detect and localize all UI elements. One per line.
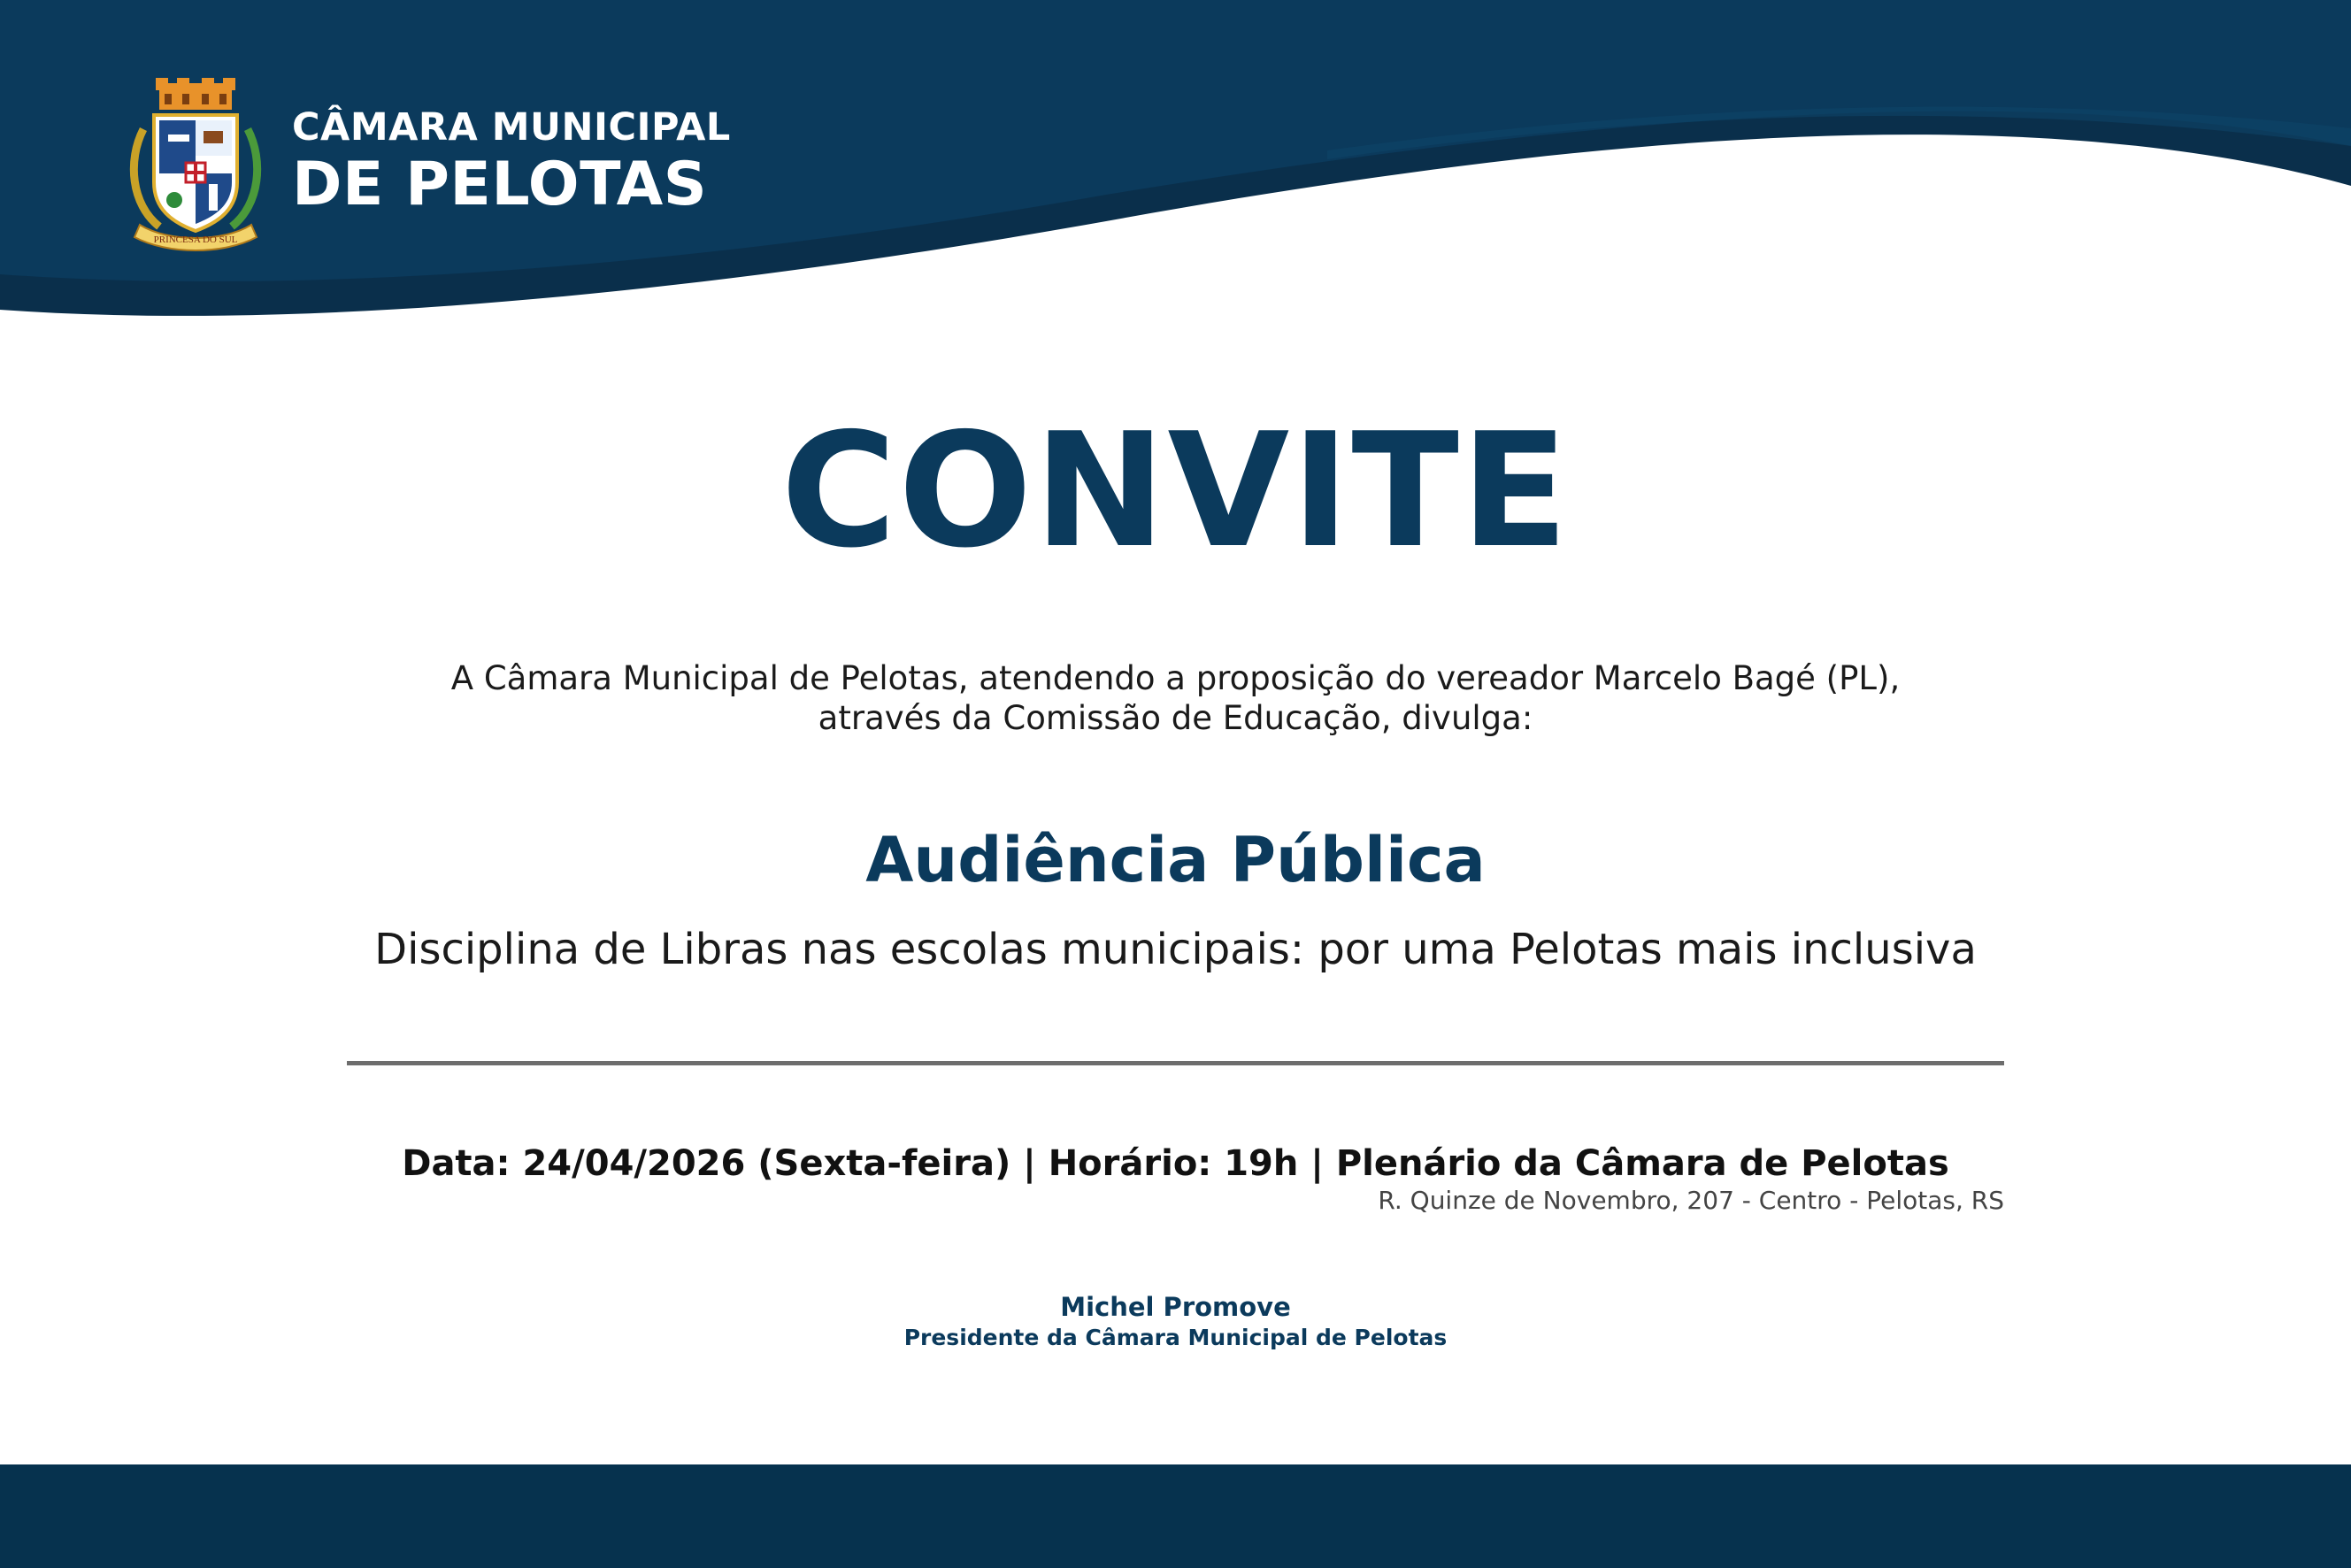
crown-icon bbox=[156, 78, 235, 110]
event-details: Data: 24/04/2026 (Sexta-feira) | Horário: 19h | Plenário da Câmara de Pelotas bbox=[402, 1143, 1949, 1184]
event-address: R. Quinze de Novembro, 207 - Centro - Pelotas, RS bbox=[1378, 1186, 2004, 1215]
page-title: CONVITE bbox=[780, 399, 1571, 582]
brand-name bbox=[292, 104, 731, 219]
event-topic: Disciplina de Libras nas escolas municipais: por uma Pelotas mais inclusiva bbox=[374, 925, 1977, 974]
intro-line-1: A Câmara Municipal de Pelotas, atendendo a proposição do vereador Marcelo Bagé (PL), bbox=[450, 659, 1901, 697]
intro-text bbox=[0, 658, 2351, 738]
signature-role: Presidente da Câmara Municipal de Pelotas bbox=[903, 1325, 1448, 1350]
section-divider bbox=[347, 1061, 2004, 1065]
motto-text: PRINCESA DO SUL bbox=[153, 234, 238, 245]
signature-name: Michel Promove bbox=[1060, 1292, 1291, 1322]
cross-icon bbox=[186, 163, 205, 182]
event-type-heading: Audiência Pública bbox=[865, 824, 1486, 896]
coat-of-arms-logo bbox=[124, 76, 267, 251]
brand-line-1: CÂMARA MUNICIPAL bbox=[292, 105, 731, 150]
footer-bar bbox=[0, 1464, 2351, 1568]
intro-line-2: através da Comissão de Educação, divulga: bbox=[818, 699, 1533, 737]
brand-line-2: DE PELOTAS bbox=[292, 150, 708, 219]
